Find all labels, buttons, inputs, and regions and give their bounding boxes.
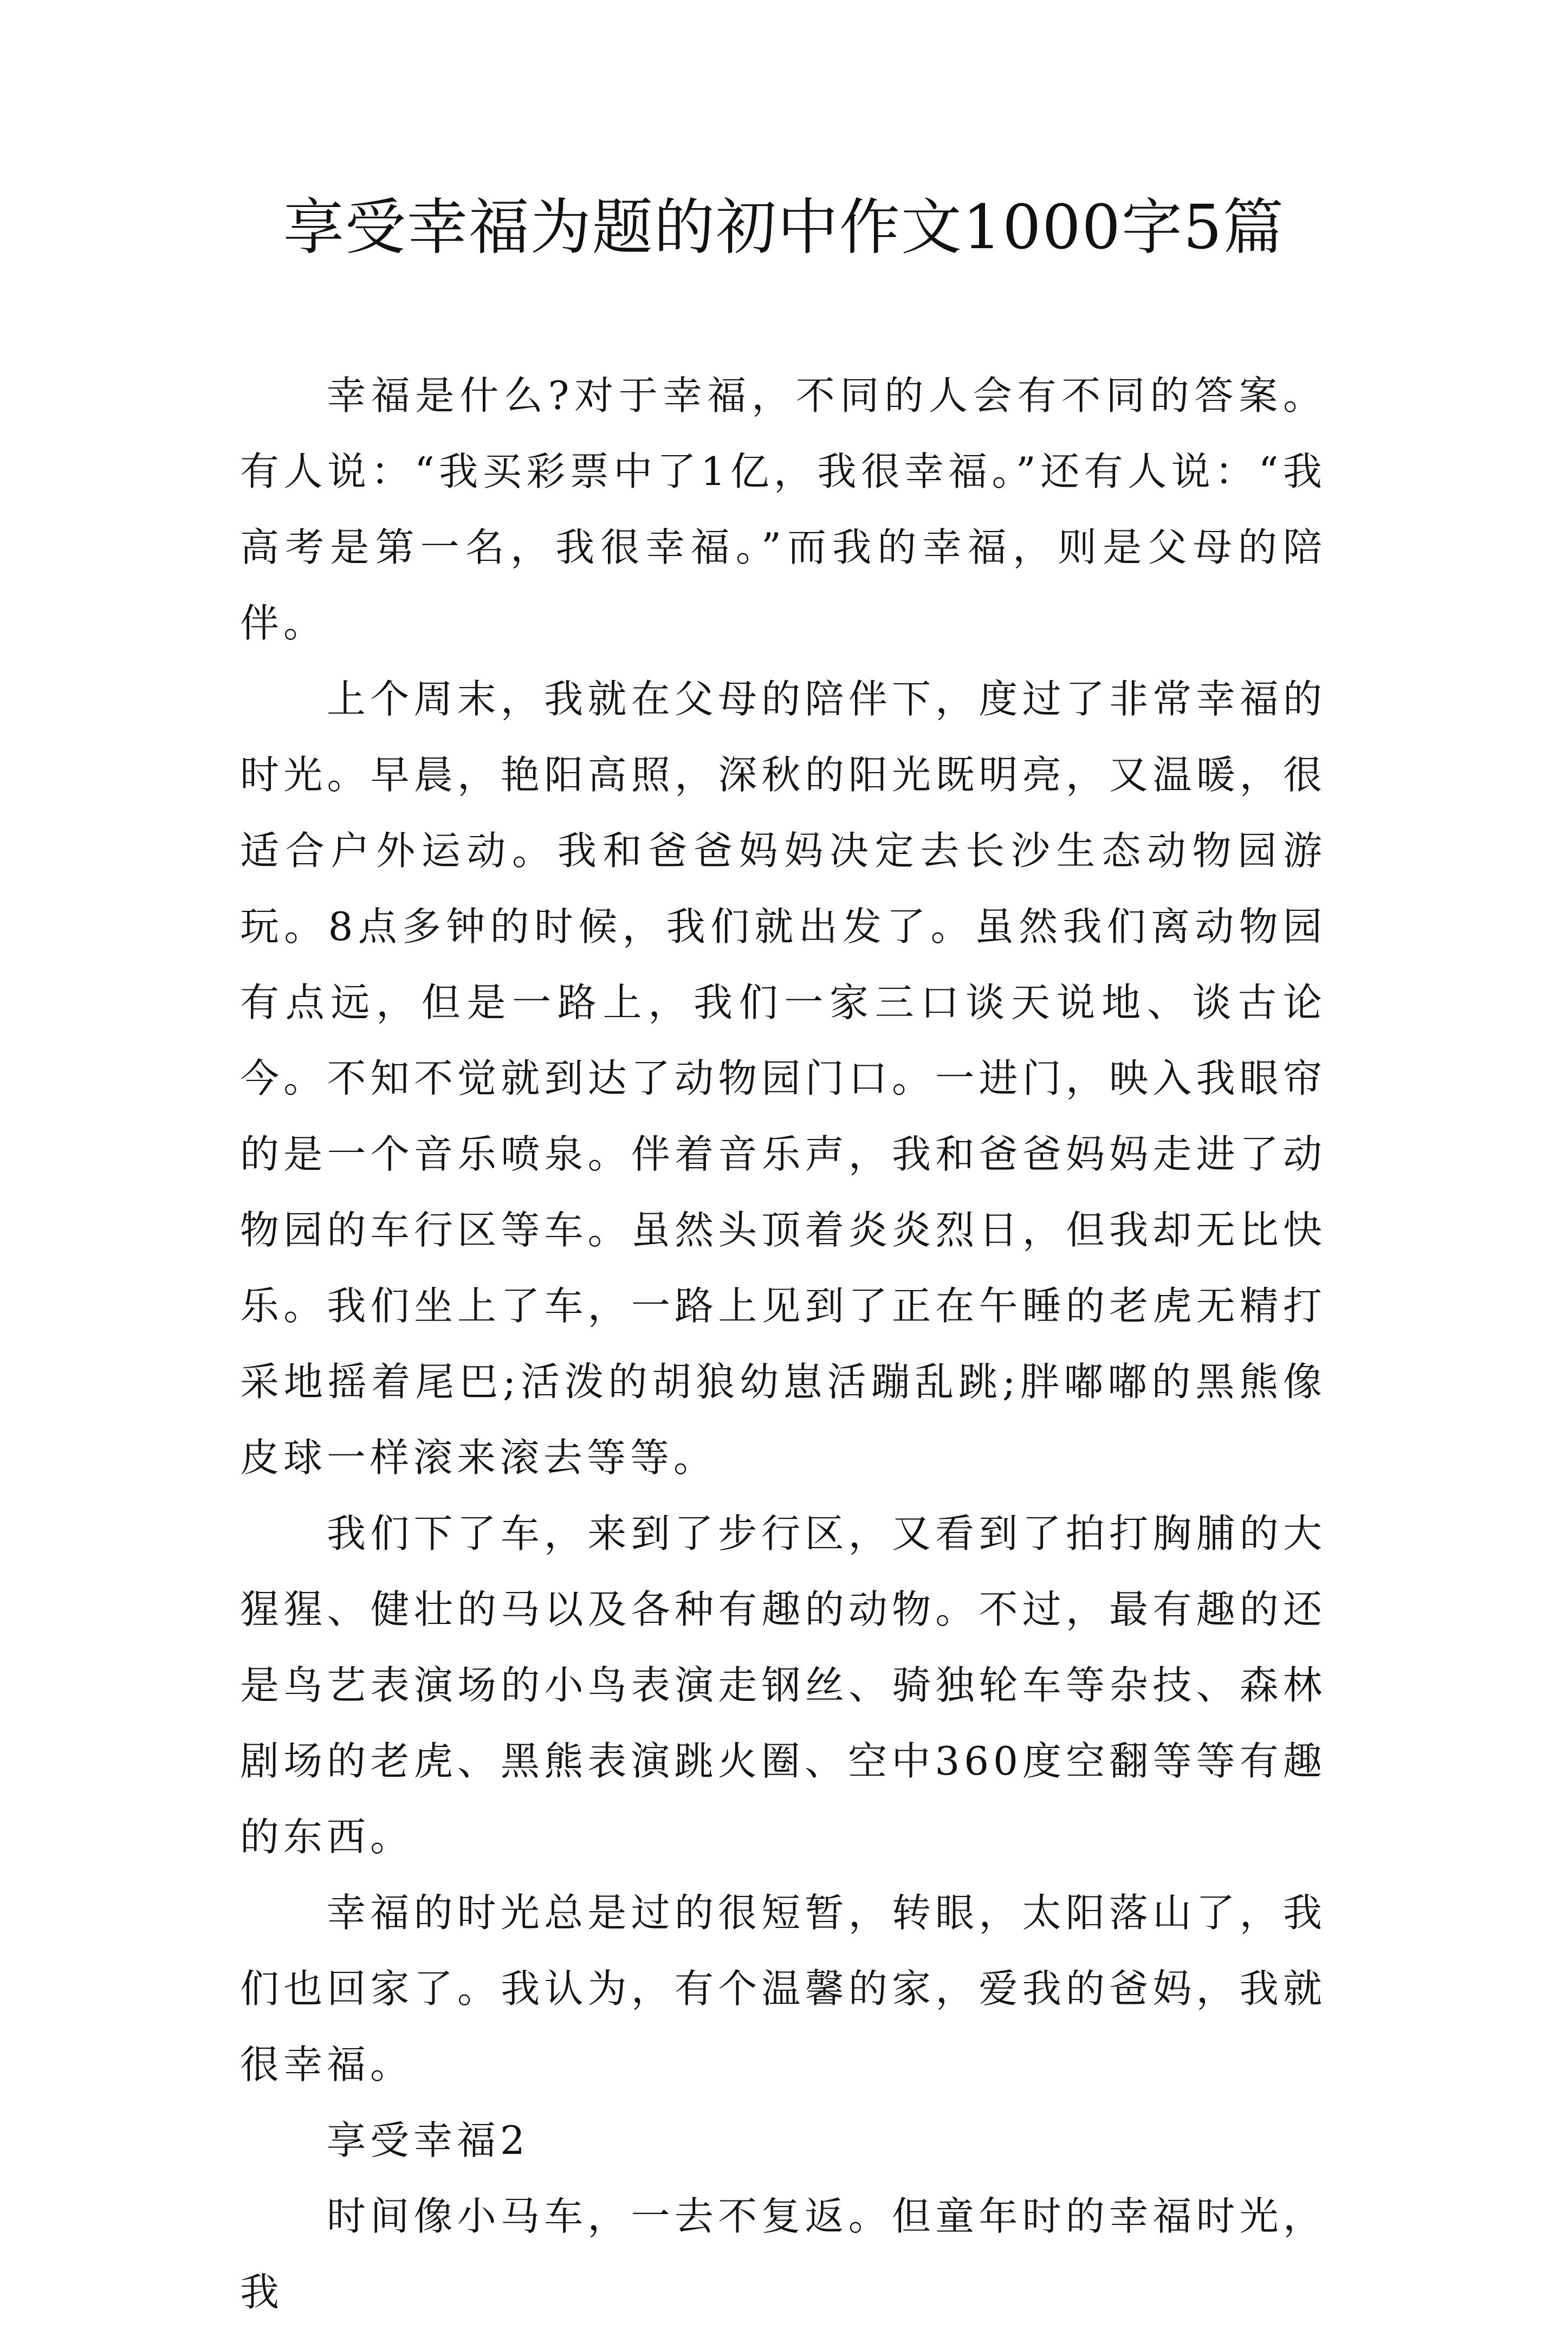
paragraph: 上个周末，我就在父母的陪伴下，度过了非常幸福的时光。早晨，艳阳高照，深秋的阳光既明亮，又温暖，很适合户外运动。我和爸爸妈妈决定去长沙生态动物园游玩。8点多钟的时候，我们就出发了。虽然我们离动物园有点远，但是一路上，我们一家三口谈天说地、谈古论今。不知不觉就到达了动物园门口。一进门，映入我眼帘的是一个音乐喷泉。伴着音乐声，我和爸爸妈妈走进了动物园的车行区等车。虽然头顶着炎炎烈日，但我却无比快乐。我们坐上了车，一路上见到了正在午睡的老虎无精打采地摇着尾巴;活泼的胡狼幼崽活蹦乱跳;胖嘟嘟的黑熊像皮球一样滚来滚去等等。: [240, 676, 1326, 1480]
section-heading: 享受幸福2: [327, 2118, 529, 2163]
paragraph: 时间像小马车，一去不复返。但童年时的幸福时光，我: [240, 2193, 1326, 2315]
paragraph: 我们下了车，来到了步行区，又看到了拍打胸脯的大猩猩、健壮的马以及各种有趣的动物。不过，最有趣的还是鸟艺表演场的小鸟表演走钢丝、骑独轮车等杂技、森林剧场的老虎、黑熊表演跳火圈、空中360度空翻等等有趣的东西。: [240, 1511, 1326, 1860]
paragraph: 幸福的时光总是过的很短暂，转眼，太阳落山了，我们也回家了。我认为，有个温馨的家，爱我的爸妈，我就很幸福。: [240, 1890, 1326, 2087]
document-title: 享受幸福为题的初中作文1000字5篇: [283, 192, 1285, 263]
document-body: [240, 358, 1326, 2330]
paragraph: 幸福是什么?对于幸福，不同的人会有不同的答案。有人说：“我买彩票中了1亿，我很幸福。”还有人说：“我高考是第一名，我很幸福。”而我的幸福，则是父母的陪伴。: [240, 373, 1326, 646]
